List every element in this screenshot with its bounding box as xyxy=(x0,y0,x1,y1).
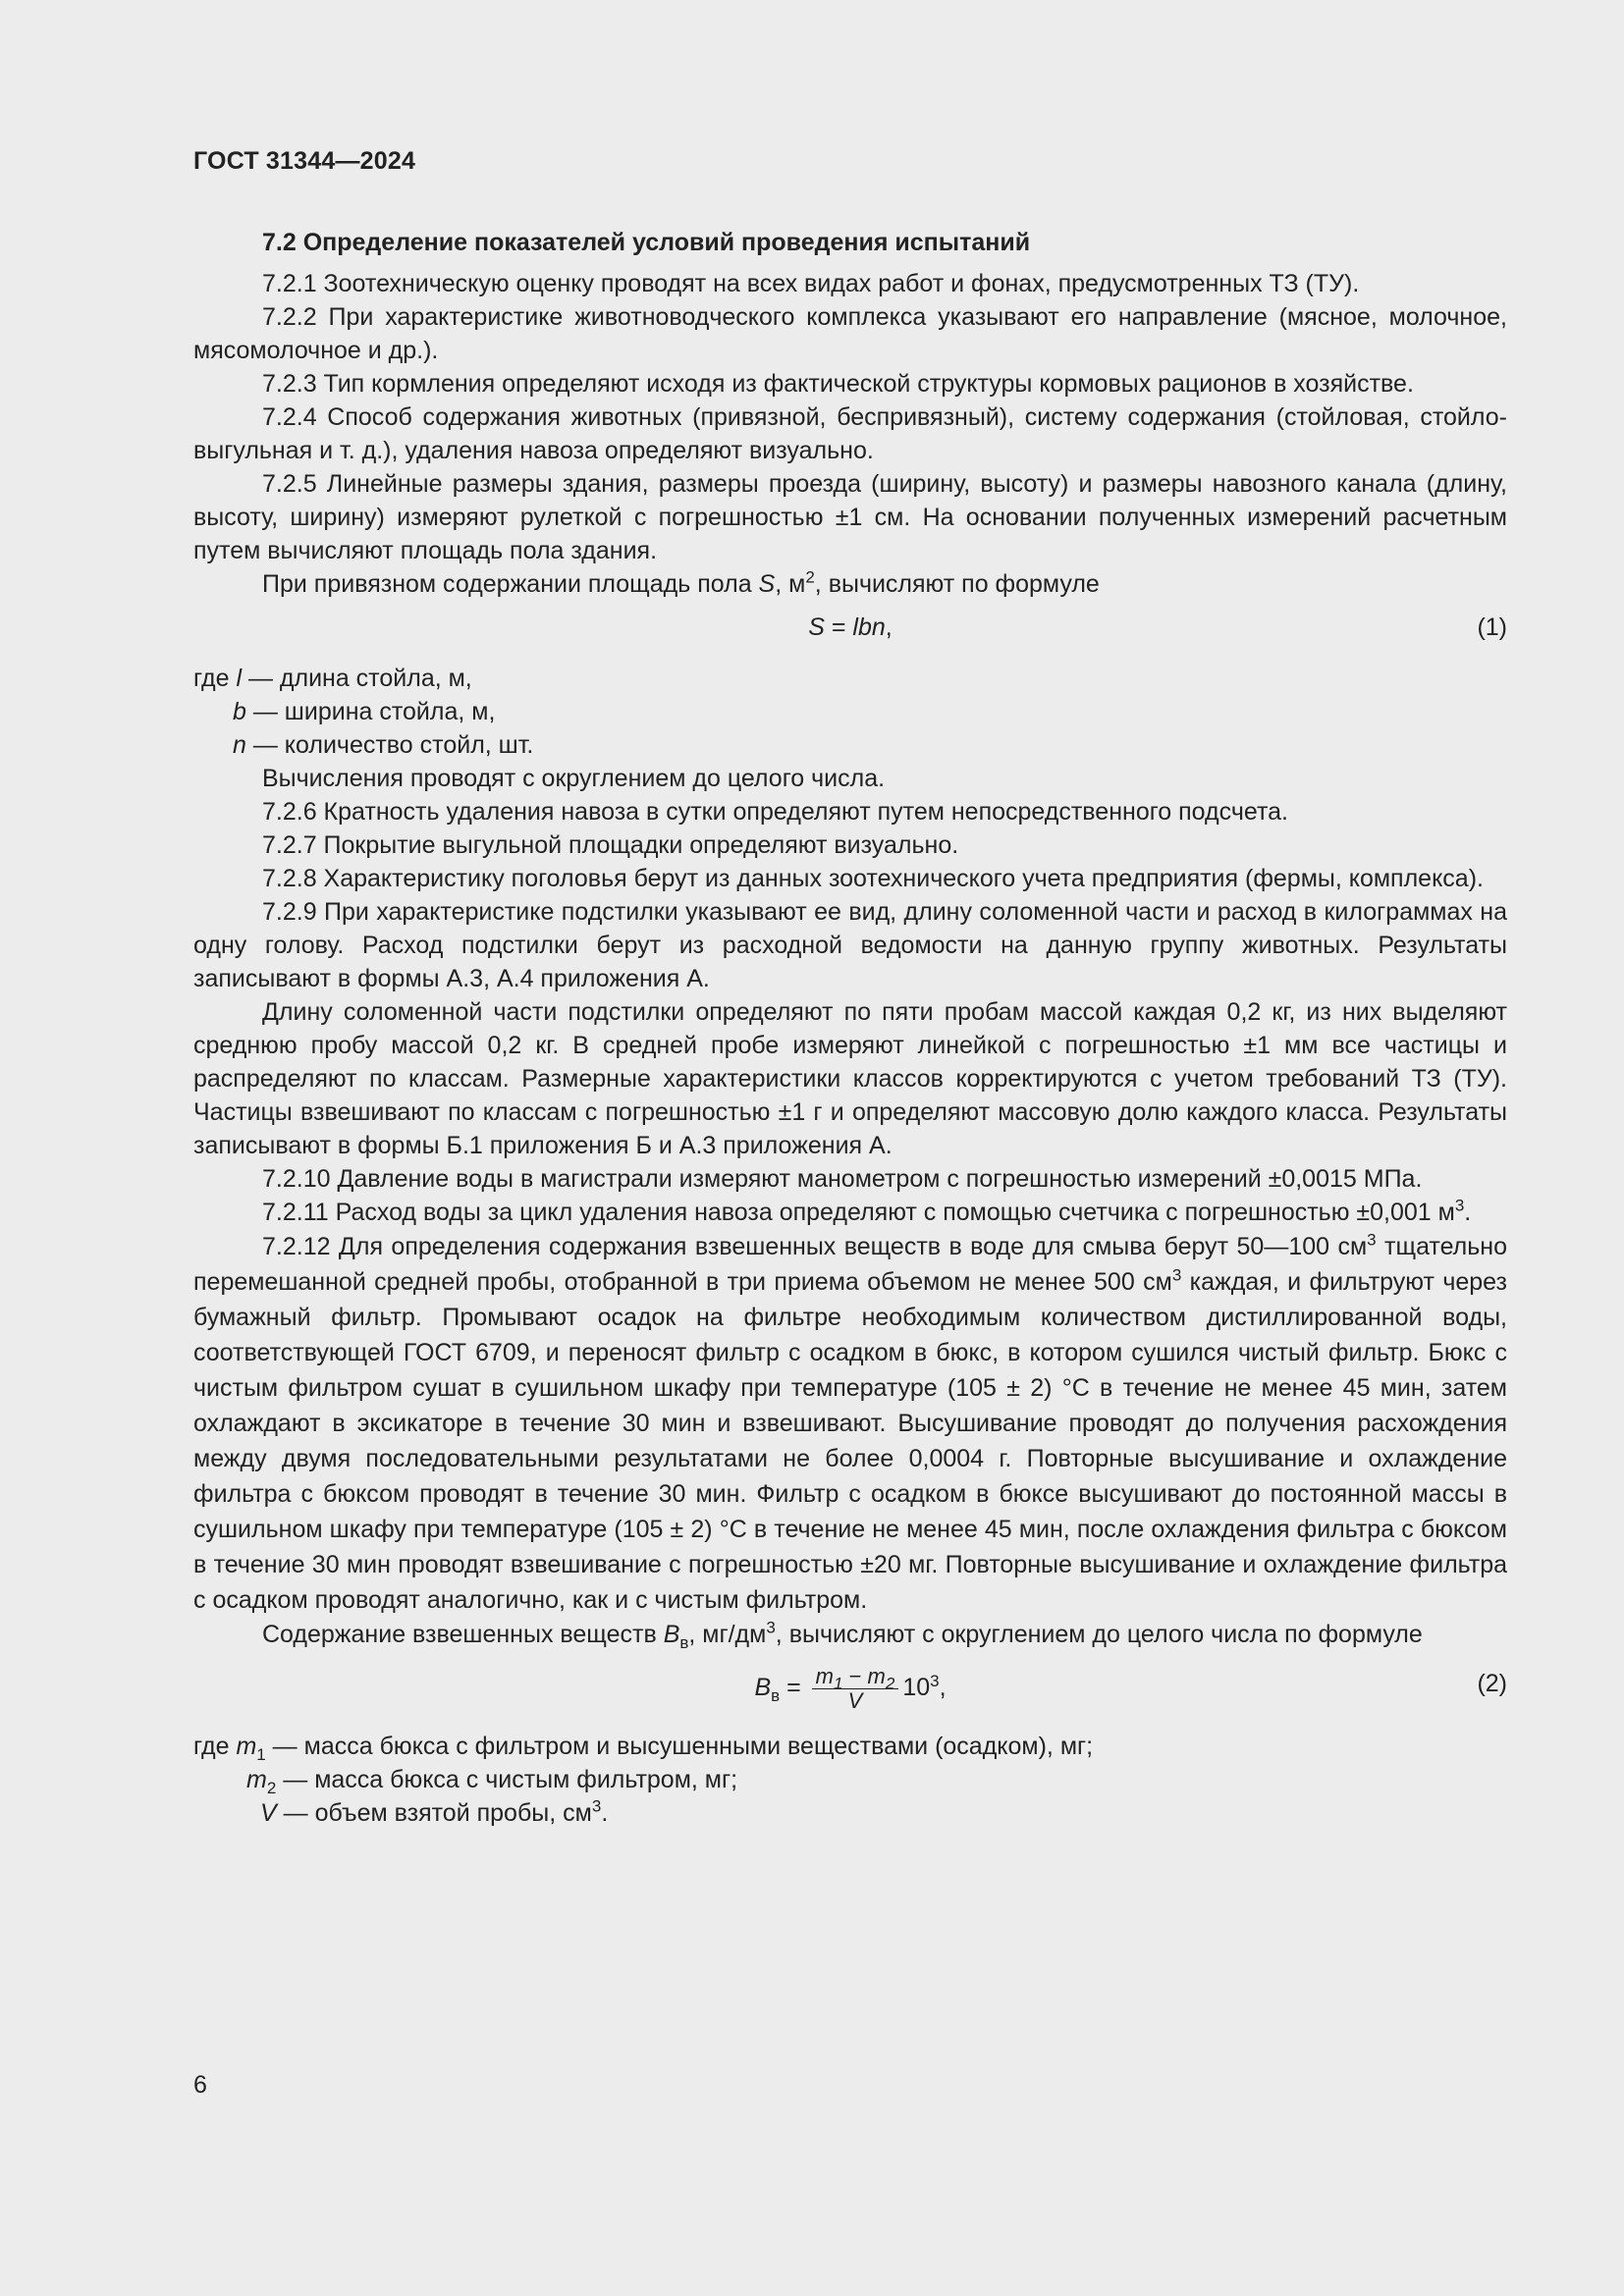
paragraph-7-2-1: 7.2.1 Зоотехническую оценку проводят на всех видах работ и фонах, предусмотренных ТЗ (ТУ). xyxy=(262,270,1360,297)
paragraph-7-2-5: 7.2.5 Линейные размеры здания, размеры проезда (ширину, высоту) и размеры навозного канала (длину, высоту, ширину) измеряют рулеткой с погрешностью ±1 см. На основании полученных измерений расчетным путем вычисляют площадь пола здания. xyxy=(193,470,1507,564)
formula-2-expression: $B_в$ = $\frac{m_1 - m_2}{V}$ $10^3$, xyxy=(754,1664,947,1713)
paragraph-7-2-8: 7.2.8 Характеристику поголовья берут из данных зоотехнического учета предприятия (фермы, комплекса). xyxy=(262,865,1484,892)
paragraph-floor-area: При привязном содержании площадь пола S, $м^2$, вычисляют по формуле xyxy=(262,567,1100,598)
paragraph-7-2-6: 7.2.6 Кратность удаления навоза в сутки определяют путем непосредственного подсчета. xyxy=(262,798,1288,826)
formula-2-legend xyxy=(193,1730,1507,1830)
paragraph-7-2-10: 7.2.10 Давление воды в магистрали измеряют манометром с погрешностью измерений ±0,0015 МПа. xyxy=(262,1165,1423,1193)
paragraph-7-2-3: 7.2.3 Тип кормления определяют исходя из фактической структуры кормовых рационов в хозяйстве. xyxy=(262,370,1414,398)
formula-2 xyxy=(193,1657,1507,1716)
paragraph-7-2-9: 7.2.9 При характеристике подстилки указывают ее вид, длину соломенной части и расход в килограммах на одну голову. Расход подстилки берут из расходной ведомости на данную группу животных. Результаты записывают в формы А.3, А.4 приложения А. xyxy=(193,898,1507,992)
legend-row: V — объем взятой пробы, $см^3$. xyxy=(260,1796,609,1827)
section-title: 7.2 Определение показателей условий проведения испытаний xyxy=(262,229,1031,256)
legend-row: n — количество стойл, шт. xyxy=(233,731,534,759)
formula-1 xyxy=(193,611,1507,644)
paragraph-suspended-content: Содержание взвешенных веществ $B_в$, $мг/дм^3$, вычисляют с округлением до целого числа по формуле xyxy=(262,1618,1423,1652)
legend-row: $m_2$ — масса бюкса с чистым фильтром, мг; xyxy=(246,1766,738,1797)
legend-row: b — ширина стойла, м, xyxy=(233,698,496,725)
paragraph-rounding: Вычисления проводят с округлением до целого числа. xyxy=(262,765,886,792)
formula-1-legend xyxy=(193,662,1507,762)
paragraph-7-2-12: 7.2.12 Для определения содержания взвешенных веществ в воде для смыва берут 50—100 $см^3$ тщательно перемешанной средней пробы, отобранной в три приема объемом не менее 500 $см^3$ каждая, и фильтруют через бумажный фильтр. Промывают осадок на фильтре необходимым количеством дистиллированной воды, соответствующей ГОСТ 6709, и переносят фильтр с осадком в бюкс, в котором сушился чистый фильтр. Бюкс с чистым фильтром сушат в сушильном шкафу при температуре (105 ± 2) °С в течение не менее 45 мин, затем охлаждают в эксикаторе в течение 30 мин и взвешивают. Высушивание проводят до получения расхождения между двумя последовательными результатами не более 0,0004 г. Повторные высушивание и охлаждение фильтра с бюксом проводят в течение 30 мин. Фильтр с осадком в бюксе высушивают до постоянной массы в сушильном шкафу при температуре (105 ± 2) °С в течение не менее 45 мин, после охлаждения фильтра с бюксом в течение 30 мин проводят взвешивание с погрешностью ±20 мг. Повторные высушивание и охлаждение фильтра с осадком проводят аналогично, как и с чистым фильтром. xyxy=(193,1230,1507,1614)
paragraph-7-2-7: 7.2.7 Покрытие выгульной площадки определяют визуально. xyxy=(262,831,959,859)
formula-1-number: (1) xyxy=(1477,614,1507,641)
document-header: ГОСТ 31344—2024 xyxy=(193,147,416,175)
legend-row: где l — длина стойла, м, xyxy=(193,665,472,692)
formula-2-number: (2) xyxy=(1477,1670,1507,1697)
formula-2-fraction: $\frac{m_1 - m_2}{V}$ xyxy=(812,1665,899,1713)
paragraph-bedding-length: Длину соломенной части подстилки определяют по пяти пробам массой каждая 0,2 кг, из них выделяют среднюю пробу массой 0,2 кг. В средней пробе измеряют линейкой с погрешностью ±1 мм все частицы и распределяют по классам. Размерные характеристики классов корректируются с учетом требований ТЗ (ТУ). Частицы взвешивают по классам с погрешностью ±1 г и определяют массовую долю каждого класса. Результаты записывают в формы Б.1 приложения Б и А.3 приложения А. xyxy=(193,998,1507,1159)
page-content xyxy=(193,226,1507,1830)
legend-row: где $m_1$ — масса бюкса с фильтром и высушенными веществами (осадком), мг; xyxy=(193,1733,1094,1764)
formula-1-expression: S = lbn, xyxy=(808,614,893,641)
page-number: 6 xyxy=(193,2071,207,2099)
paragraph-7-2-2: 7.2.2 При характеристике животноводческого комплекса указывают его направление (мясное, молочное, мясомолочное и др.). xyxy=(193,303,1507,364)
paragraph-7-2-4: 7.2.4 Способ содержания животных (привязной, беспривязный), систему содержания (стойловая, стойло-выгульная и т. д.), удаления навоза определяют визуально. xyxy=(193,403,1507,464)
paragraph-7-2-11: 7.2.11 Расход воды за цикл удаления навоза определяют с помощью счетчика с погрешностью ±0,001 $м^3$. xyxy=(262,1196,1472,1226)
